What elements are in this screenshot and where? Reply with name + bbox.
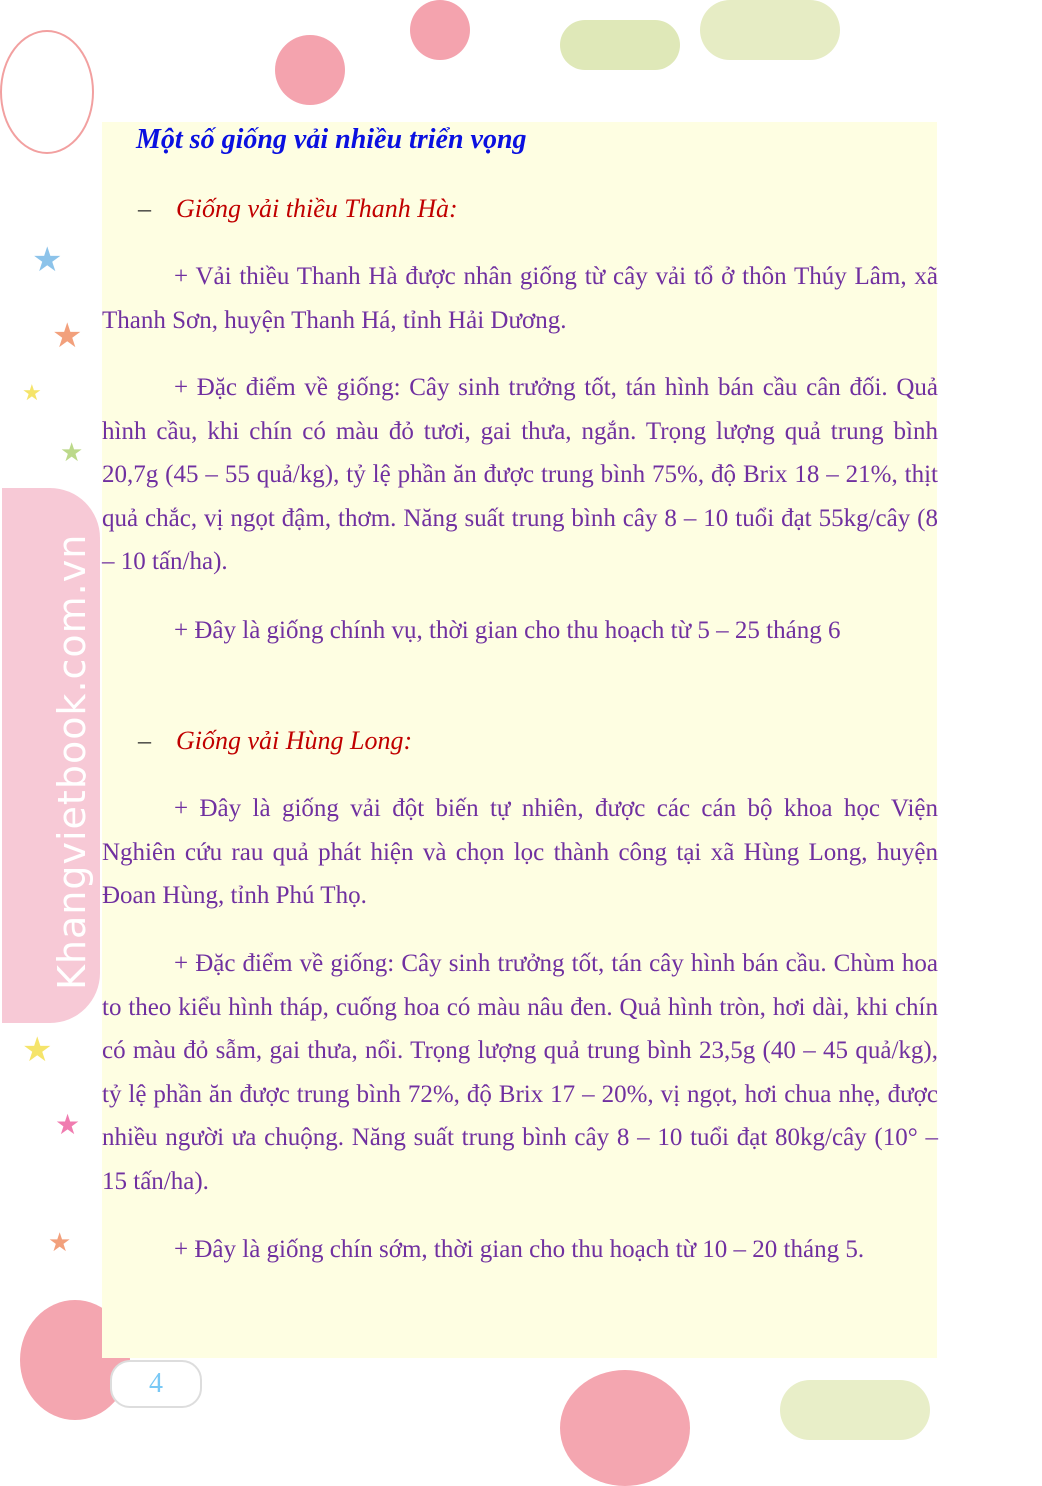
star-icon: ★ — [22, 1032, 53, 1069]
star-icon: ★ — [55, 1110, 81, 1141]
star-icon: ★ — [52, 318, 83, 355]
page-number: 4 — [110, 1360, 202, 1408]
page-title: Một số giống vải nhiều triển vọng — [136, 124, 527, 155]
watermark: Khangvietbook.com.vn — [50, 533, 94, 990]
star-icon: ★ — [22, 380, 42, 405]
paragraph: + Đặc điểm về giống: Cây sinh trưởng tốt, tán cây hình bán cầu. Chùm hoa to theo kiểu hình tháp, cuống hoa có màu nâu đen. Quả hình tròn, hơi dài, khi chín có màu đỏ sẫm, gai thưa, nổi. Trọng lượng quả trung bình 23,5g (40 – 45 quả/kg), tỷ lệ phần ăn được trung bình 72%, độ Brix 17 – 20%, vị ngọt, hơi chua nhẹ, được nhiều người ưa chuộng. Năng suất trung bình cây 8 – 10 tuổi đạt 80kg/cây (10° – 15 tấn/ha). — [102, 950, 938, 1195]
paragraph: + Đây là giống vải đột biến tự nhiên, được các cán bộ khoa học Viện Nghiên cứu rau quả phát hiện và chọn lọc thành công tại xã Hùng Long, huyện Đoan Hùng, tỉnh Phú Thọ. — [102, 795, 938, 909]
paragraph: + Đây là giống chính vụ, thời gian cho thu hoạch từ 5 – 25 tháng 6 — [174, 617, 841, 644]
paragraph: + Đặc điểm về giống: Cây sinh trưởng tốt, tán hình bán cầu cân đối. Quả hình cầu, khi chín có màu đỏ tươi, gai thưa, ngắn. Trọng lượng quả trung bình 20,7g (45 – 55 quả/kg), tỷ lệ phần ăn được trung bình 75%, độ Brix 18 – 21%, thịt quả chắc, vị ngọt đậm, thơm. Năng suất trung bình cây 8 – 10 tuổi đạt 55kg/cây (8 – 10 tấn/ha). — [102, 374, 938, 575]
section-heading: – Giống vải Hùng Long: — [138, 726, 413, 755]
star-icon: ★ — [32, 242, 63, 279]
paragraph: + Vải thiều Thanh Hà được nhân giống từ cây vải tổ ở thôn Thúy Lâm, xã Thanh Sơn, huyện Thanh Há, tỉnh Hải Dương. — [102, 263, 938, 334]
star-icon: ★ — [48, 1228, 72, 1257]
paragraph: + Đây là giống chín sớm, thời gian cho thu hoạch từ 10 – 20 tháng 5. — [174, 1236, 865, 1263]
star-icon: ★ — [60, 438, 84, 467]
section-heading: – Giống vải thiều Thanh Hà: — [138, 194, 458, 223]
